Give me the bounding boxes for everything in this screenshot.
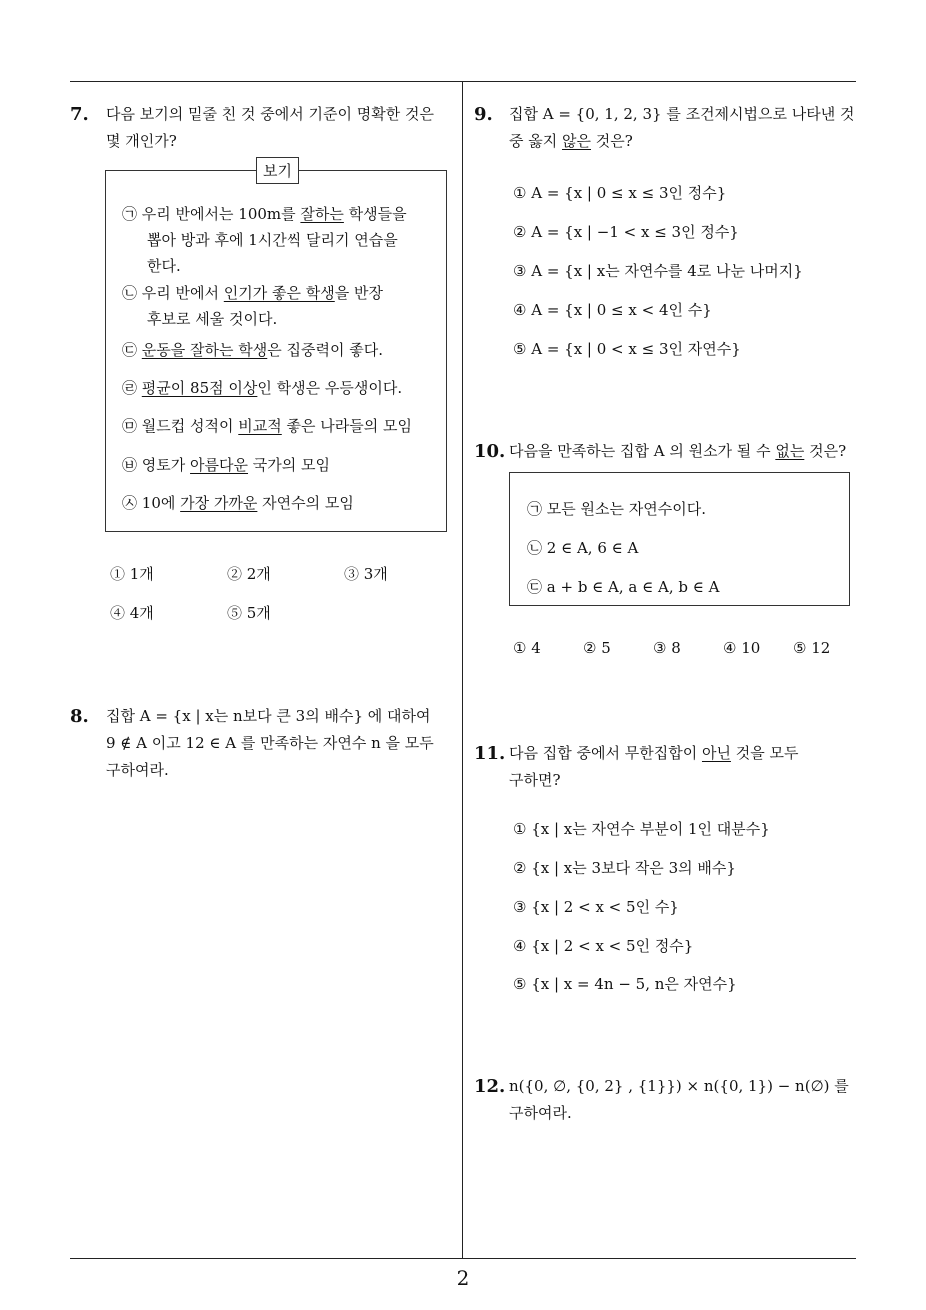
- choice-5[interactable]: ⑤ {x | x = 4n − 5, n은 자연수}: [513, 975, 737, 993]
- item-mark: ㉡: [122, 284, 138, 302]
- underlined-text: 아닌: [701, 744, 731, 762]
- underlined-text: 아름다운: [190, 456, 249, 474]
- example-item-3: [122, 337, 442, 363]
- choice-1[interactable]: ① 1개: [110, 565, 154, 583]
- underlined-text: 가장 가까운: [180, 494, 258, 512]
- example-item-1: [122, 201, 442, 279]
- choice-5[interactable]: ⑤ 12: [793, 639, 831, 657]
- item-mark: ㉦: [122, 494, 138, 512]
- underlined-text: 인기가 좋은 학생: [223, 284, 335, 302]
- choice-4[interactable]: ④ 10: [723, 639, 761, 657]
- condition-2: ㉡ 2 ∈ A, 6 ∈ A: [527, 539, 639, 557]
- item-text: 를: [281, 205, 301, 223]
- column-divider: [462, 82, 463, 1258]
- item-text: 한다.: [147, 257, 181, 275]
- question-number: 8.: [70, 706, 89, 727]
- text: 것을 모두: [730, 744, 799, 762]
- question-text-line: [509, 128, 859, 155]
- condition-3: ㉢ a + b ∈ A, a ∈ A, b ∈ A: [527, 578, 720, 596]
- underlined-text: 없는: [775, 442, 805, 460]
- item-text: 인 학생은 우등생이다.: [257, 379, 403, 397]
- underlined-text: 잘하는: [300, 205, 344, 223]
- item-text: 을 반장: [334, 284, 384, 302]
- choice-4[interactable]: ④ 4개: [110, 604, 154, 622]
- example-item-5: [122, 413, 442, 439]
- underlined-text: 평균이 85점 이상: [141, 379, 258, 397]
- example-item-7: [122, 490, 442, 516]
- question-number: 9.: [474, 104, 493, 125]
- choice-5[interactable]: ⑤ A = {x | 0 < x ≤ 3인 자연수}: [513, 340, 741, 358]
- text: 것은?: [804, 442, 847, 460]
- item-text: 영토가: [141, 456, 191, 474]
- bottom-rule: [70, 1258, 856, 1259]
- question-text-line: 집합 A = {0, 1, 2, 3} 를 조건제시법으로 나타낸 것: [509, 105, 855, 123]
- item-mark: ㉢: [122, 341, 138, 359]
- choice-3[interactable]: ③ {x | 2 < x < 5인 수}: [513, 898, 679, 916]
- choice-1[interactable]: ① {x | x는 자연수 부분이 1인 대분수}: [513, 820, 770, 838]
- example-item-4: [122, 375, 442, 401]
- text: 중 옳지: [509, 132, 563, 150]
- item-mark: ㉥: [122, 456, 138, 474]
- choice-3[interactable]: ③ A = {x | x는 자연수를 4로 나눈 나머지}: [513, 262, 803, 280]
- item-text: 국가의 모임: [248, 456, 331, 474]
- item-text: 우리 반에서: [141, 284, 224, 302]
- item-unit: m: [266, 205, 282, 223]
- question-text-line: 구하면?: [509, 771, 561, 789]
- example-item-6: [122, 452, 442, 478]
- text: 다음 집합 중에서 무한집합이: [509, 744, 702, 762]
- item-mark: ㉣: [122, 379, 138, 397]
- item-text: 은 집중력이 좋다.: [267, 341, 384, 359]
- underlined-text: 비교적: [238, 417, 282, 435]
- choice-2[interactable]: ② 2개: [227, 565, 271, 583]
- question-text-line: 집합 A = {x | x는 n보다 큰 3의 배수} 에 대하여: [106, 707, 431, 725]
- question-text-line: 다음 보기의 밑줄 친 것 중에서 기준이 명확한 것은: [106, 105, 434, 123]
- question-text-line: 구하여라.: [106, 761, 169, 779]
- item-text: 월드컵 성적이: [141, 417, 239, 435]
- underlined-text: 운동을 잘하는 학생: [141, 341, 268, 359]
- choice-1[interactable]: ① 4: [513, 639, 541, 657]
- text: 다음을 만족하는 집합 A 의 원소가 될 수: [509, 442, 776, 460]
- item-text: 좋은 나라들의 모임: [281, 417, 412, 435]
- choice-2[interactable]: ② A = {x | −1 < x ≤ 3인 정수}: [513, 223, 739, 241]
- item-text: 자연수의 모임: [257, 494, 354, 512]
- item-text: 우리 반에서는 100: [141, 205, 267, 223]
- item-text: 10에: [141, 494, 181, 512]
- box-label: 보기: [256, 157, 299, 184]
- choice-2[interactable]: ② 5: [583, 639, 611, 657]
- condition-box: [509, 472, 850, 606]
- item-text: 학생들을: [343, 205, 407, 223]
- example-item-2: [122, 280, 442, 332]
- item-text: 뽑아 방과 후에 1시간씩 달리기 연습을: [147, 231, 398, 249]
- choice-3[interactable]: ③ 3개: [344, 565, 388, 583]
- page-number: 2: [456, 1266, 470, 1290]
- question-text-line: n({0, ∅, {0, 2} , {1}}) × n({0, 1}) − n(∅) 를: [509, 1077, 849, 1095]
- choice-4[interactable]: ④ {x | 2 < x < 5인 정수}: [513, 937, 694, 955]
- top-rule: [70, 81, 856, 82]
- condition-1: ㉠ 모든 원소는 자연수이다.: [527, 500, 706, 518]
- choice-3[interactable]: ③ 8: [653, 639, 681, 657]
- choice-1[interactable]: ① A = {x | 0 ≤ x ≤ 3인 정수}: [513, 184, 727, 202]
- question-text-line: 9 ∉ A 이고 12 ∈ A 를 만족하는 자연수 n 을 모두: [106, 734, 434, 752]
- choice-5[interactable]: ⑤ 5개: [227, 604, 271, 622]
- question-text-line: 구하여라.: [509, 1104, 572, 1122]
- item-text: 후보로 세울 것이다.: [147, 310, 278, 328]
- question-number: 10.: [474, 441, 506, 462]
- question-text-line: [509, 740, 859, 767]
- item-mark: ㉠: [122, 205, 138, 223]
- item-mark: ㉤: [122, 417, 138, 435]
- question-text-line: 몇 개인가?: [106, 132, 177, 150]
- choice-4[interactable]: ④ A = {x | 0 ≤ x < 4인 수}: [513, 301, 712, 319]
- choice-2[interactable]: ② {x | x는 3보다 작은 3의 배수}: [513, 859, 736, 877]
- question-number: 11.: [474, 743, 506, 764]
- question-number: 12.: [474, 1076, 506, 1097]
- text: 것은?: [591, 132, 633, 150]
- example-box: [105, 162, 447, 532]
- underlined-text: 않은: [562, 132, 591, 150]
- question-number: 7.: [70, 104, 89, 125]
